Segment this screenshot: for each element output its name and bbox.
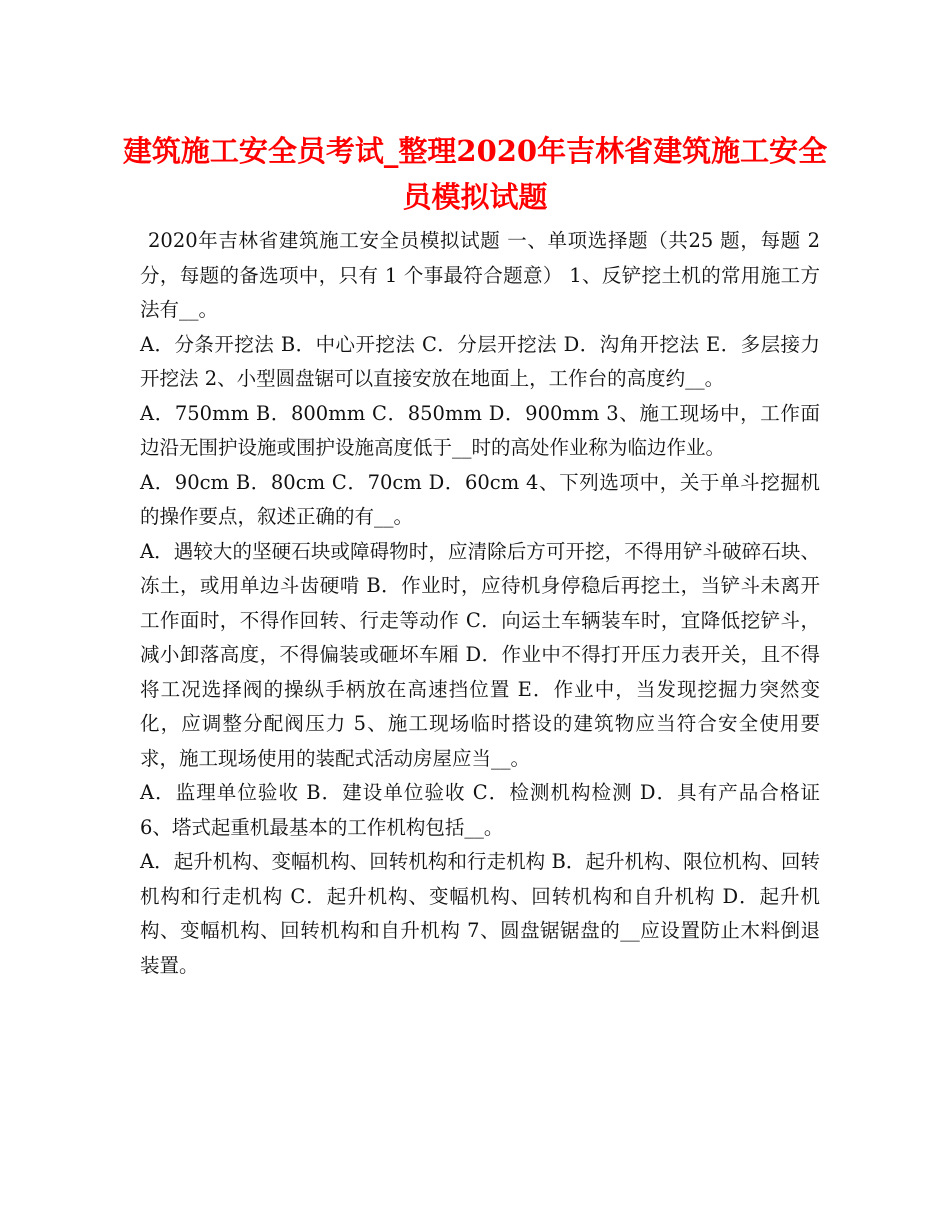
- paragraph-q1-options: A．分条开挖法 B．中心开挖法 C．分层开挖法 D．沟角开挖法 E．多层接力开挖法 2、小型圆盘锯可以直接安放在地面上，工作台的高度约__。: [140, 332, 820, 390]
- paragraph-q6-options: A．起升机构、变幅机构、回转机构和行走机构 B．起升机构、限位机构、回转机构和行走机构 C．起升机构、变幅机构、回转机构和自升机构 D．起升机构、变幅机构、回转机构和自升机构 7、圆盘锯锯盘的__应设置防止木料倒退装置。: [140, 850, 820, 977]
- document-body: [140, 224, 820, 983]
- paragraph-q3-options: A．90cm B．80cm C．70cm D．60cm 4、下列选项中，关于单斗挖掘机的操作要点，叙述正确的有__。: [140, 470, 820, 528]
- paragraph-intro: 2020年吉林省建筑施工安全员模拟试题 一、单项选择题（共25 题，每题 2 分，每题的备选项中，只有 1 个事最符合题意） 1、反铲挖土机的常用施工方法有__。: [140, 229, 820, 321]
- paragraph-q4-options: A．遇较大的坚硬石块或障碍物时，应清除后方可开挖，不得用铲斗破碎石块、冻土，或用单边斗齿硬啃 B．作业时，应待机身停稳后再挖土，当铲斗未离开工作面时，不得作回转、行走等动作 C．向运土车辆装车时，宜降低挖铲斗，减小卸落高度，不得偏装或砸坏车厢 D．作业中不得打开压力表开关，且不得将工况选择阀的操纵手柄放在高速挡位置 E．作业中，当发现挖掘力突然变化，应调整分配阀压力 5、施工现场临时搭设的建筑物应当符合安全使用要求，施工现场使用的装配式活动房屋应当__。: [140, 539, 820, 770]
- paragraph-q5-options: A．监理单位验收 B．建设单位验收 C．检测机构检测 D．具有产品合格证 6、塔式起重机最基本的工作机构包括__。: [140, 781, 820, 839]
- document-title: 建筑施工安全员考试_整理2020年吉林省建筑施工安全员模拟试题: [122, 134, 828, 214]
- paragraph-q2-options: A．750mm B．800mm C．850mm D．900mm 3、施工现场中，工作面边沿无围护设施或围护设施高度低于__时的高处作业称为临边作业。: [140, 401, 820, 459]
